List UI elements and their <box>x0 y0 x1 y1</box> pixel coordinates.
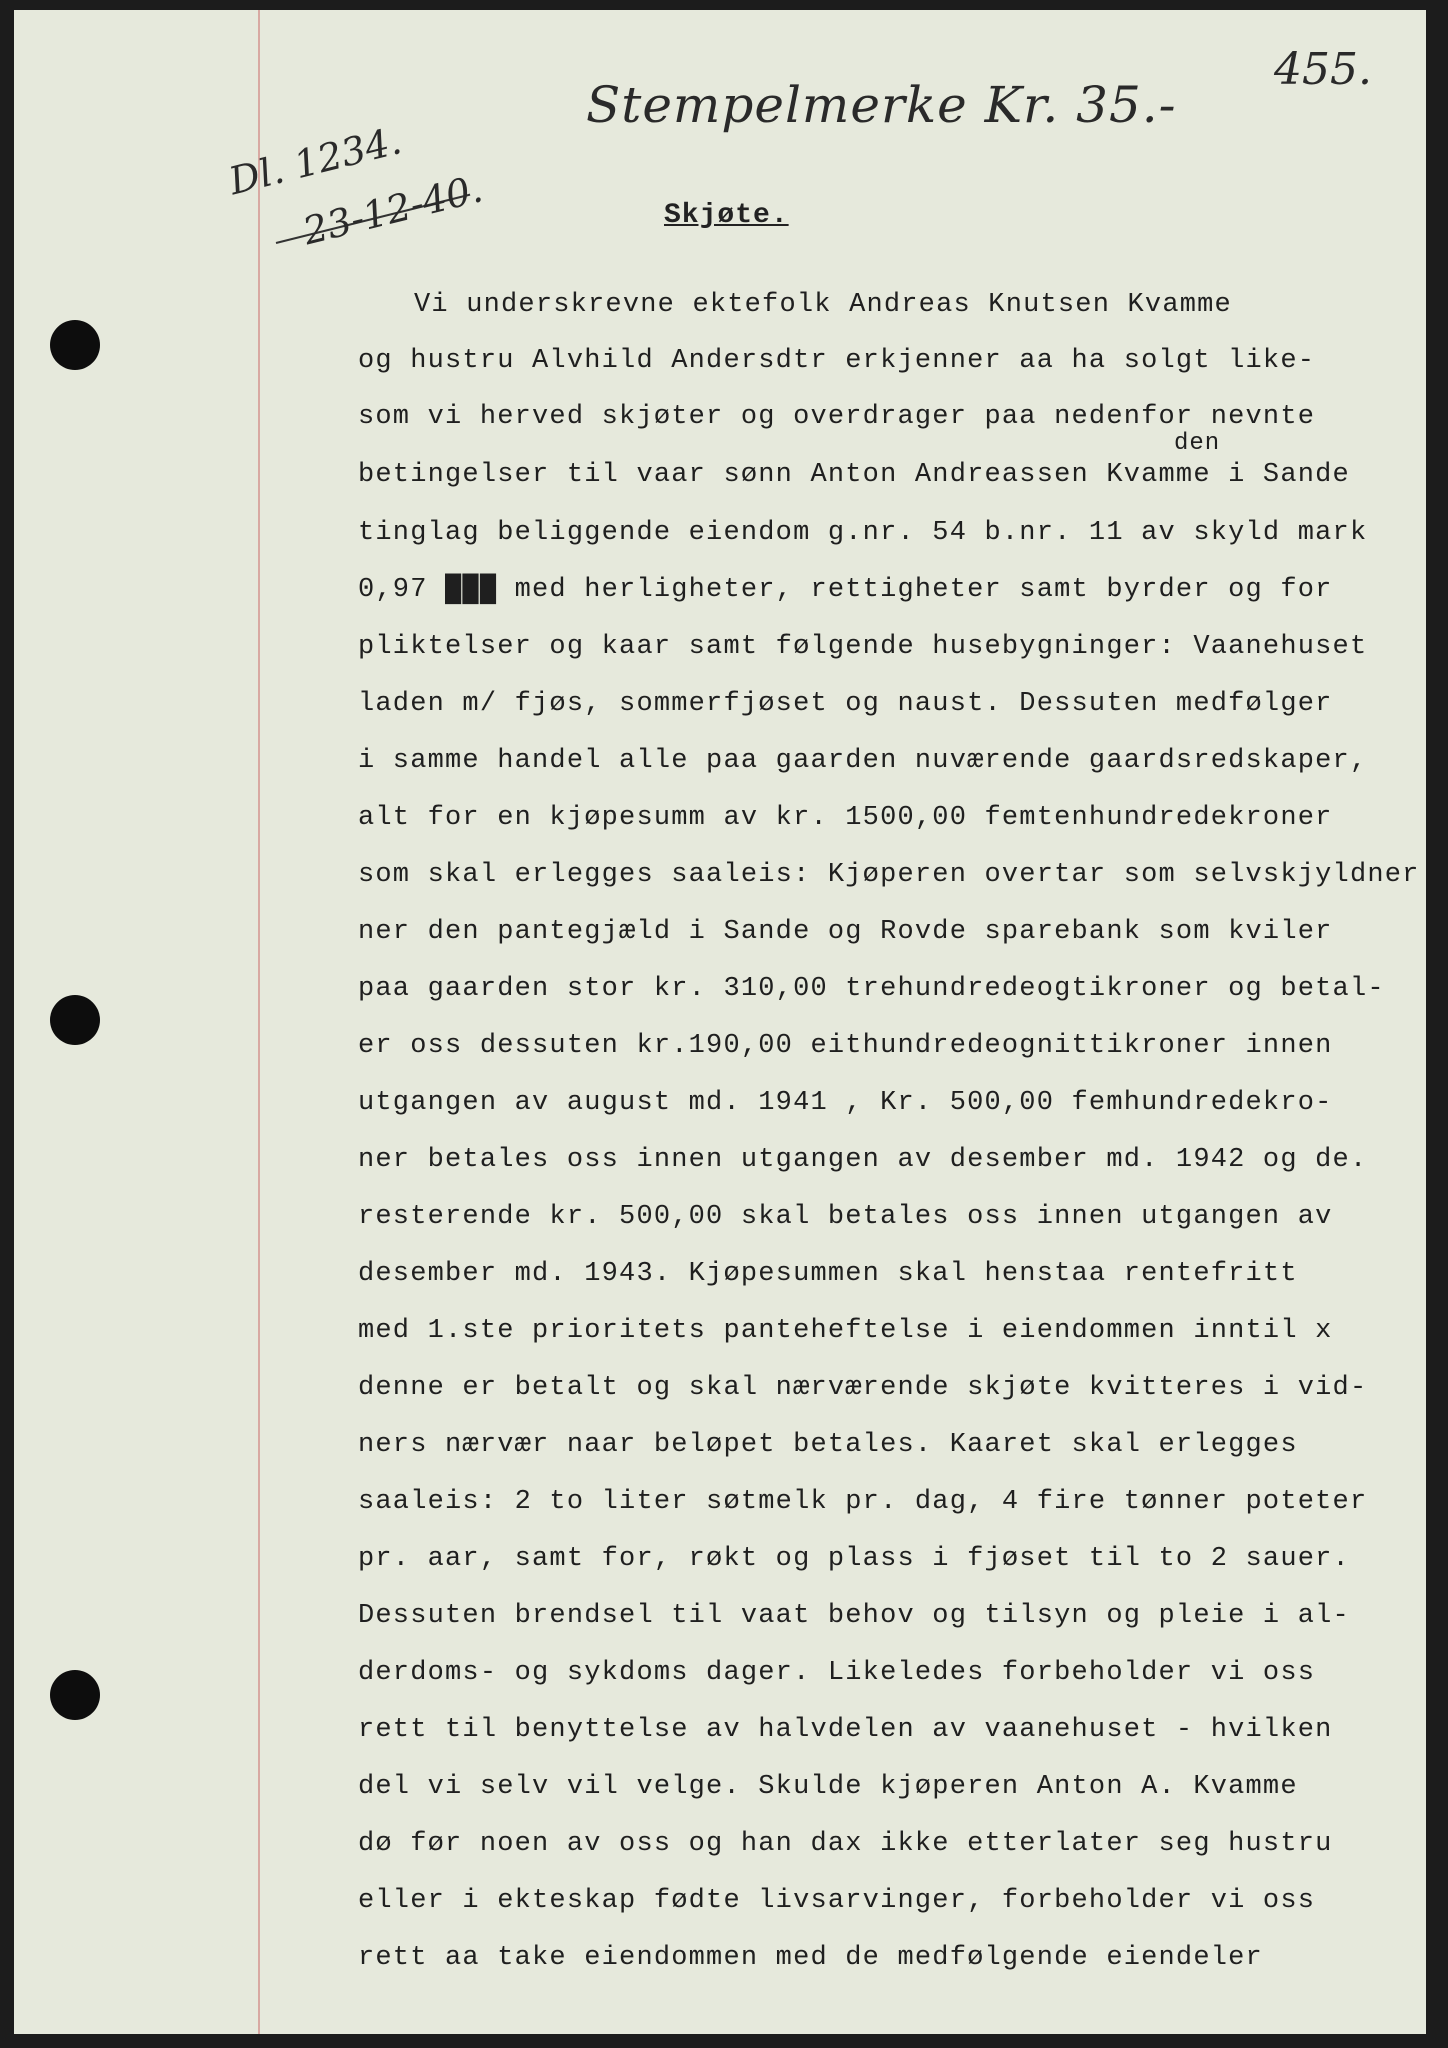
text-line: denne er betalt og skal nærværende skjøte kvitteres i vid- <box>358 1373 1368 1403</box>
text-line: del vi selv vil velge. Skulde kjøperen Anton A. Kvamme <box>358 1772 1298 1802</box>
text-line: utgangen av august md. 1941 , Kr. 500,00 femhundredekro- <box>358 1088 1333 1118</box>
text-line: saaleis: 2 to liter søtmelk pr. dag, 4 fire tønner poteter <box>358 1487 1368 1517</box>
text-line: eller i ekteskap fødte livsarvinger, forbeholder vi oss <box>358 1886 1316 1916</box>
binder-hole-top <box>50 320 100 370</box>
text-line: med 1.ste prioritets panteheftelse i eiendommen inntil x <box>358 1316 1333 1346</box>
text-line: ners nærvær naar beløpet betales. Kaaret skal erlegges <box>358 1430 1298 1460</box>
text-line: resterende kr. 500,00 skal betales oss innen utgangen av <box>358 1202 1333 1232</box>
text-line: og hustru Alvhild Andersdtr erkjenner aa ha solgt like- <box>358 346 1316 376</box>
text-line: som vi herved skjøter og overdrager paa nedenfor nevnte <box>358 402 1316 432</box>
text-line: er oss dessuten kr.190,00 eithundredeognittikroner innen <box>358 1031 1333 1061</box>
text-line: i samme handel alle paa gaarden nuværende gaardsredskaper, <box>358 746 1368 776</box>
text-line: pliktelser og kaar samt følgende husebygninger: Vaanehuset <box>358 632 1368 662</box>
text-line: laden m/ fjøs, sommerfjøset og naust. Dessuten medfølger <box>358 689 1333 719</box>
binder-hole-middle <box>50 995 100 1045</box>
text-line: derdoms- og sykdoms dager. Likeledes forbeholder vi oss <box>358 1658 1316 1688</box>
stamp-fee-note: Stempelmerke Kr. 35.- <box>586 76 1177 134</box>
text-line: ner den pantegjæld i Sande og Rovde sparebank som kviler <box>358 917 1333 947</box>
text-line: rett til benyttelse av halvdelen av vaanehuset - hvilken <box>358 1715 1333 1745</box>
text-line: Vi underskrevne ektefolk Andreas Knutsen Kvamme <box>414 290 1232 320</box>
text-line: tinglag beliggende eiendom g.nr. 54 b.nr. 11 av skyld mark <box>358 518 1368 548</box>
text-line: dø før noen av oss og han dax ikke etterlater seg hustru <box>358 1829 1333 1859</box>
text-line: paa gaarden stor kr. 310,00 trehundredeogtikroner og betal- <box>358 974 1385 1004</box>
text-line: Dessuten brendsel til vaat behov og tilsyn og pleie i al- <box>358 1601 1350 1631</box>
text-line: rett aa take eiendommen med de medfølgende eiendeler <box>358 1943 1263 1973</box>
text-line: ner betales oss innen utgangen av desember md. 1942 og de. <box>358 1145 1368 1175</box>
page-number: 455. <box>1274 44 1372 95</box>
text-line: desember md. 1943. Kjøpesummen skal henstaa rentefritt <box>358 1259 1298 1289</box>
text-line: som skal erlegges saaleis: Kjøperen overtar som selvskjyldner <box>358 860 1420 890</box>
registration-number: Dl. 1234. <box>224 118 406 204</box>
registration-date: 23-12-40. <box>298 166 487 254</box>
text-line: betingelser til vaar sønn Anton Andreassen Kvamme i Sande <box>358 460 1350 490</box>
binder-hole-bottom <box>50 1670 100 1720</box>
text-line: pr. aar, samt for, røkt og plass i fjøset til to 2 sauer. <box>358 1544 1350 1574</box>
margin-rule <box>258 10 260 2034</box>
document-page <box>14 10 1426 2034</box>
text-line: alt for en kjøpesumm av kr. 1500,00 femtenhundredekroner <box>358 803 1333 833</box>
document-title: Skjøte. <box>664 200 789 231</box>
interlinear-insertion: den <box>1174 430 1221 457</box>
text-line: 0,97 ███ med herligheter, rettigheter samt byrder og for <box>358 575 1333 605</box>
